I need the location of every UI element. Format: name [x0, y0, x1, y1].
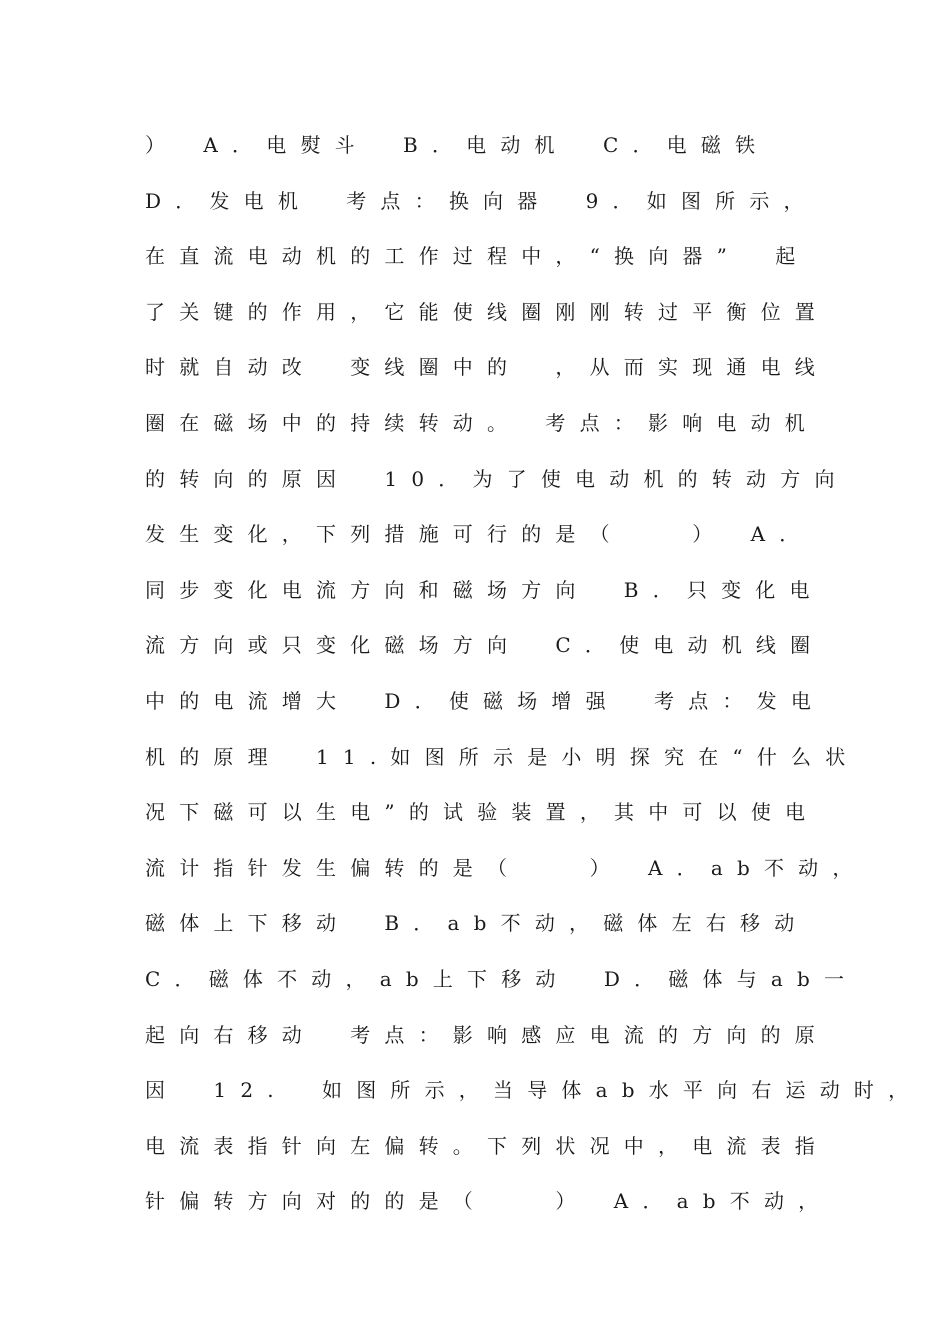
- text-line: 在直流电动机的工作过程中，“换向器” 起: [145, 244, 810, 269]
- text-line: 流方向或只变化磁场方向 C．使电动机线圈: [145, 633, 825, 658]
- text-line: 电流表指针向左偏转。下列状况中，电流表指: [145, 1133, 829, 1158]
- text-line: 针偏转方向对的的是（ ） A．ab不动，: [145, 1189, 833, 1214]
- document-body: [145, 128, 923, 1240]
- text-line: 因 12. 如图所示，当导体ab水平向右运动时，: [145, 1078, 923, 1103]
- text-line: 机的原理 11.如图所示是小明探究在“什么状: [145, 744, 860, 769]
- text-line: 圈在磁场中的持续转动。 考点：影响电动机: [145, 410, 819, 435]
- text-line: 时就自动改 变线圈中的 ，从而实现通电线: [145, 355, 829, 380]
- text-line: 中的电流增大 D．使磁场增强 考点：发电: [145, 688, 826, 713]
- text-line: 起向右移动 考点：影响感应电流的方向的原: [145, 1022, 829, 1047]
- text-line: 发生变化，下列措施可行的是（ ） A．: [145, 522, 814, 547]
- text-line: 了关键的作用，它能使线圈刚刚转过平衡位置: [145, 299, 829, 324]
- text-line: 的转向的原因 10．为了使电动机的转动方向: [145, 466, 849, 491]
- text-line: ） A．电熨斗 B．电动机 C．电磁铁: [145, 133, 770, 157]
- text-line: 磁体上下移动 B．ab不动，磁体左右移动: [145, 911, 809, 936]
- text-line: D．发电机 考点：换向器 9．如图所示，: [145, 188, 818, 213]
- text-line: C．磁体不动，ab上下移动 D．磁体与ab一: [145, 966, 859, 991]
- text-line: 同步变化电流方向和磁场方向 B．只变化电: [145, 577, 824, 602]
- text-line: 流计指针发生偏转的是（ ） A．ab不动，: [145, 855, 867, 880]
- text-line: 况下磁可以生电”的试验装置，其中可以使电: [145, 800, 820, 825]
